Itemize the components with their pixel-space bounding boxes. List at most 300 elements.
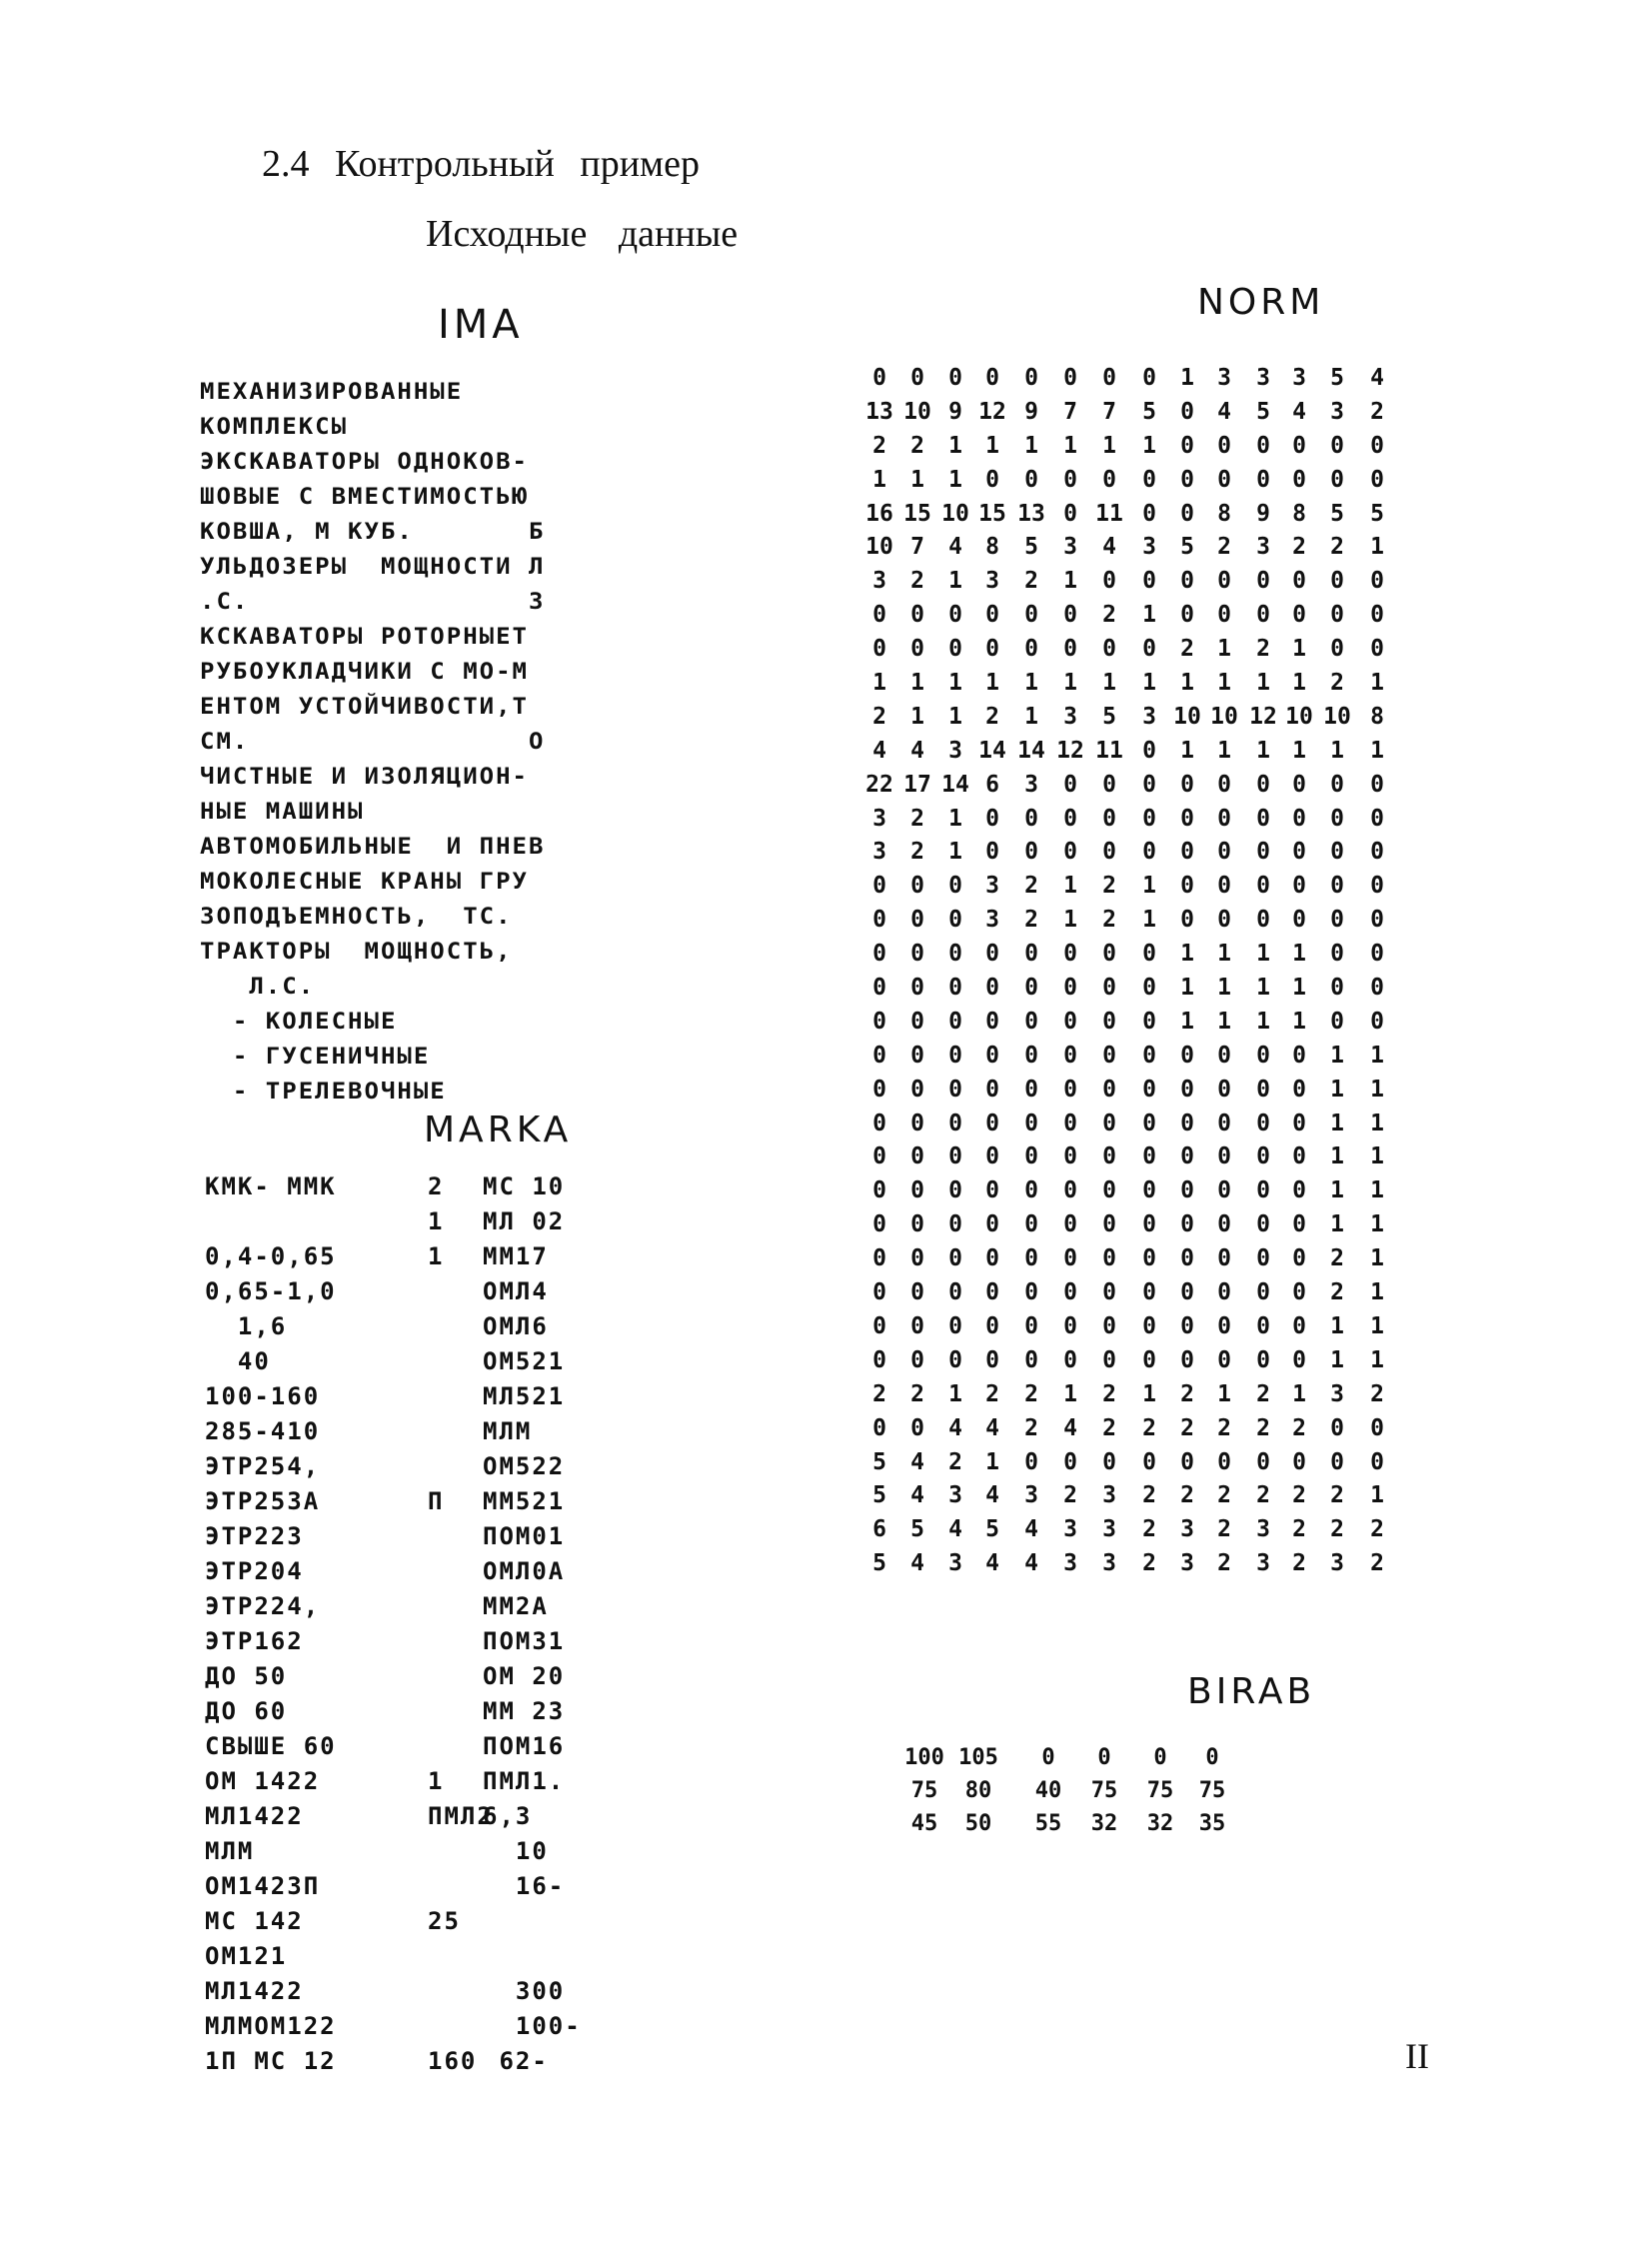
- marka-cell: ЭТР253А: [205, 1487, 321, 1515]
- marka-cell: МЛ 02: [483, 1207, 566, 1235]
- norm-cell: 2: [1292, 1482, 1306, 1509]
- norm-cell: 0: [1024, 1177, 1038, 1204]
- norm-row: [861, 870, 1421, 904]
- page-number: II: [1405, 2036, 1429, 2076]
- norm-row: [861, 1446, 1421, 1480]
- norm-cell: 0: [1180, 1143, 1194, 1170]
- ima-line: СМ. О: [200, 728, 546, 755]
- norm-cell: 0: [1256, 1245, 1270, 1272]
- norm-cell: 0: [1292, 1211, 1306, 1238]
- ima-line: КОМПЛЕКСЫ: [200, 413, 349, 440]
- norm-cell: 1: [948, 839, 962, 866]
- ima-line: - ТРЕЛЕВОЧНЫЕ: [200, 1078, 447, 1105]
- norm-cell: 2: [1063, 1482, 1077, 1509]
- norm-cell: 0: [1292, 1143, 1306, 1170]
- norm-cell: 0: [985, 1076, 999, 1103]
- norm-cell: 11: [1095, 500, 1123, 527]
- norm-cell: 8: [1370, 703, 1384, 730]
- norm-cell: 0: [948, 1143, 962, 1170]
- norm-cell: 0: [1024, 839, 1038, 866]
- norm-row: [861, 904, 1421, 938]
- norm-cell: 0: [948, 1008, 962, 1035]
- marka-cell: МЛМОМ122: [205, 2012, 337, 2040]
- norm-cell: 0: [1142, 1177, 1156, 1204]
- norm-cell: 10: [1323, 703, 1351, 730]
- norm-cell: 0: [910, 873, 924, 900]
- norm-cell: 0: [1217, 907, 1231, 934]
- norm-cell: 0: [1370, 839, 1384, 866]
- marka-cell: ОМ 20: [483, 1662, 566, 1690]
- norm-cell: 0: [1142, 1312, 1156, 1339]
- norm-cell: 0: [1292, 602, 1306, 629]
- marka-row: [205, 1204, 625, 1239]
- norm-cell: 0: [872, 1211, 886, 1238]
- norm-cell: 2: [1217, 1516, 1231, 1543]
- norm-cell: 1: [910, 466, 924, 493]
- norm-cell: 0: [1180, 1312, 1194, 1339]
- norm-cell: 2: [1102, 1380, 1116, 1407]
- norm-cell: 0: [1063, 1042, 1077, 1069]
- norm-cell: 0: [1330, 805, 1344, 832]
- norm-cell: 1: [1024, 670, 1038, 697]
- marka-cell: 25: [428, 1907, 461, 1935]
- marka-cell: ОМЛ0А: [483, 1557, 566, 1585]
- marka-cell: 1П МС 12: [205, 2047, 337, 2075]
- norm-cell: 0: [1256, 1211, 1270, 1238]
- norm-cell: 0: [1217, 568, 1231, 595]
- norm-cell: 2: [1142, 1414, 1156, 1441]
- norm-cell: 2: [910, 1380, 924, 1407]
- norm-cell: 2: [1142, 1482, 1156, 1509]
- norm-cell: 0: [1142, 1076, 1156, 1103]
- marka-row: [205, 1904, 625, 1939]
- marka-cell: ММ521: [483, 1487, 566, 1515]
- marka-cell: ОМ521: [483, 1347, 566, 1375]
- norm-cell: 0: [948, 941, 962, 968]
- norm-cell: 0: [1102, 1076, 1116, 1103]
- ima-line: УЛЬДОЗЕРЫ МОЩНОСТИ Л: [200, 553, 546, 580]
- norm-cell: 0: [1370, 636, 1384, 663]
- norm-cell: 5: [872, 1550, 886, 1577]
- norm-cell: 0: [1024, 1110, 1038, 1136]
- norm-cell: 0: [1102, 1245, 1116, 1272]
- marka-cell: ПОМ31: [483, 1627, 566, 1655]
- norm-row: [861, 633, 1421, 667]
- norm-cell: 0: [872, 1414, 886, 1441]
- ima-line: ЧИСТНЫЕ И ИЗОЛЯЦИОН-: [200, 763, 529, 790]
- norm-cell: 1: [1330, 1346, 1344, 1373]
- norm-cell: 1: [1217, 1380, 1231, 1407]
- norm-cell: 0: [1063, 805, 1077, 832]
- norm-cell: 4: [985, 1414, 999, 1441]
- norm-cell: 0: [872, 636, 886, 663]
- norm-cell: 0: [1142, 805, 1156, 832]
- norm-cell: 0: [1330, 636, 1344, 663]
- norm-cell: 0: [1180, 1211, 1194, 1238]
- norm-cell: 0: [1256, 466, 1270, 493]
- norm-cell: 0: [1063, 500, 1077, 527]
- marka-cell: ЭТР254,: [205, 1452, 321, 1480]
- norm-cell: 4: [1024, 1550, 1038, 1577]
- norm-cell: 0: [1330, 432, 1344, 459]
- norm-cell: 3: [985, 907, 999, 934]
- marka-cell: 100-: [483, 2012, 582, 2040]
- norm-cell: 0: [1370, 1448, 1384, 1475]
- norm-cell: 2: [1102, 907, 1116, 934]
- norm-cell: 1: [1217, 941, 1231, 968]
- norm-row: [861, 599, 1421, 633]
- norm-cell: 4: [1370, 365, 1384, 391]
- ima-line: ЕНТОМ УСТОЙЧИВОСТИ,Т: [200, 693, 529, 720]
- norm-cell: 0: [1102, 1042, 1116, 1069]
- norm-cell: 0: [1370, 975, 1384, 1002]
- ima-line: - КОЛЕСНЫЕ: [200, 1008, 398, 1035]
- norm-cell: 1: [872, 466, 886, 493]
- norm-cell: 2: [1217, 534, 1231, 561]
- norm-cell: 0: [1142, 1245, 1156, 1272]
- norm-cell: 0: [1142, 466, 1156, 493]
- norm-cell: 4: [985, 1550, 999, 1577]
- norm-cell: 0: [1330, 466, 1344, 493]
- norm-cell: 0: [1063, 1143, 1077, 1170]
- norm-cell: 2: [1292, 1414, 1306, 1441]
- marka-cell: 2: [428, 1172, 445, 1200]
- norm-cell: 4: [872, 737, 886, 764]
- norm-cell: 8: [985, 534, 999, 561]
- norm-cell: 0: [1180, 602, 1194, 629]
- marka-cell: МЛМ: [483, 1417, 533, 1445]
- norm-cell: 0: [1180, 466, 1194, 493]
- norm-cell: 3: [1330, 398, 1344, 425]
- marka-row: [205, 1624, 625, 1659]
- norm-cell: 1: [1370, 534, 1384, 561]
- norm-cell: 0: [1256, 1448, 1270, 1475]
- norm-cell: 1: [1180, 975, 1194, 1002]
- norm-cell: 0: [948, 975, 962, 1002]
- norm-cell: 3: [872, 805, 886, 832]
- marka-row: [205, 1519, 625, 1554]
- marka-row: [205, 1309, 625, 1344]
- norm-cell: 1: [1180, 365, 1194, 391]
- norm-cell: 4: [948, 534, 962, 561]
- norm-cell: 7: [1102, 398, 1116, 425]
- ima-line: АВТОМОБИЛЬНЫЕ И ПНЕВ: [200, 833, 546, 860]
- norm-cell: 1: [1063, 1380, 1077, 1407]
- norm-cell: 0: [1256, 1177, 1270, 1204]
- norm-cell: 1: [1370, 1143, 1384, 1170]
- norm-cell: 0: [1330, 907, 1344, 934]
- norm-cell: 0: [910, 636, 924, 663]
- marka-row: [205, 1379, 625, 1414]
- norm-cell: 0: [1217, 1346, 1231, 1373]
- marka-listing: [205, 1169, 625, 2079]
- norm-cell: 0: [1142, 500, 1156, 527]
- ima-line: Л.С.: [200, 973, 316, 1000]
- marka-cell: П: [428, 1487, 445, 1515]
- norm-cell: 5: [1102, 703, 1116, 730]
- birab-cell: 32: [1146, 1811, 1174, 1836]
- norm-cell: 1: [1142, 602, 1156, 629]
- norm-cell: 0: [1142, 1346, 1156, 1373]
- norm-cell: 0: [1217, 1211, 1231, 1238]
- norm-cell: 2: [872, 703, 886, 730]
- marka-cell: ОМ1423П: [205, 1872, 321, 1900]
- marka-cell: 16-: [483, 1872, 566, 1900]
- marka-cell: ДО 60: [205, 1697, 288, 1725]
- norm-row: [861, 938, 1421, 972]
- norm-cell: 3: [1142, 703, 1156, 730]
- norm-cell: 14: [978, 737, 1006, 764]
- norm-cell: 0: [1292, 1279, 1306, 1306]
- norm-cell: 3: [1102, 1516, 1116, 1543]
- norm-cell: 0: [1180, 805, 1194, 832]
- norm-cell: 0: [948, 1076, 962, 1103]
- norm-cell: 0: [1180, 500, 1194, 527]
- norm-cell: 4: [948, 1516, 962, 1543]
- norm-cell: 1: [1217, 670, 1231, 697]
- norm-cell: 1: [1370, 1279, 1384, 1306]
- norm-cell: 0: [1102, 568, 1116, 595]
- birab-cell: 0: [1205, 1745, 1219, 1770]
- norm-row: [861, 1378, 1421, 1412]
- norm-cell: 2: [1024, 1380, 1038, 1407]
- norm-cell: 8: [1217, 500, 1231, 527]
- norm-cell: 0: [1142, 636, 1156, 663]
- norm-cell: 0: [1330, 941, 1344, 968]
- ima-line: РУБОУКЛАДЧИКИ С МО-М: [200, 658, 529, 685]
- norm-cell: 0: [1180, 1346, 1194, 1373]
- birab-cell: 45: [910, 1811, 938, 1836]
- norm-cell: 0: [1142, 1448, 1156, 1475]
- norm-cell: 1: [1330, 1110, 1344, 1136]
- norm-cell: 2: [1102, 602, 1116, 629]
- norm-cell: 0: [1102, 1110, 1116, 1136]
- norm-cell: 0: [872, 1110, 886, 1136]
- norm-cell: 1: [1330, 1312, 1344, 1339]
- norm-cell: 3: [1024, 771, 1038, 798]
- norm-row: [861, 836, 1421, 870]
- norm-cell: 0: [1180, 1245, 1194, 1272]
- norm-cell: 1: [1370, 1177, 1384, 1204]
- norm-cell: 2: [1330, 534, 1344, 561]
- norm-cell: 2: [1024, 1414, 1038, 1441]
- norm-cell: 1: [1370, 737, 1384, 764]
- norm-cell: 1: [948, 1380, 962, 1407]
- norm-cell: 2: [1102, 873, 1116, 900]
- norm-cell: 0: [872, 1008, 886, 1035]
- norm-cell: 5: [1330, 365, 1344, 391]
- norm-row: [861, 565, 1421, 599]
- norm-cell: 1: [1330, 737, 1344, 764]
- norm-cell: 0: [985, 1042, 999, 1069]
- norm-cell: 0: [948, 636, 962, 663]
- norm-cell: 3: [1256, 365, 1270, 391]
- norm-row: [861, 1140, 1421, 1174]
- norm-cell: 1: [1256, 975, 1270, 1002]
- section-heading: 2.4 Контрольный пример: [262, 143, 700, 185]
- norm-row: [861, 1074, 1421, 1108]
- norm-cell: 0: [872, 975, 886, 1002]
- norm-cell: 5: [872, 1482, 886, 1509]
- norm-cell: 0: [1063, 1448, 1077, 1475]
- norm-cell: 3: [1102, 1482, 1116, 1509]
- norm-cell: 0: [1142, 1143, 1156, 1170]
- norm-cell: 0: [872, 1245, 886, 1272]
- norm-cell: 2: [1180, 1380, 1194, 1407]
- label-birab: BIRAB: [1187, 1671, 1316, 1712]
- marka-row: [205, 1274, 625, 1309]
- norm-cell: 0: [1142, 1279, 1156, 1306]
- ima-line: НЫЕ МАШИНЫ: [200, 798, 365, 825]
- norm-cell: 2: [1180, 1482, 1194, 1509]
- marka-cell: 0,4-0,65: [205, 1242, 337, 1270]
- norm-cell: 0: [1256, 1279, 1270, 1306]
- norm-cell: 0: [1024, 1448, 1038, 1475]
- norm-row: [861, 1108, 1421, 1141]
- norm-cell: 0: [1142, 771, 1156, 798]
- norm-cell: 0: [910, 365, 924, 391]
- norm-cell: 0: [910, 1245, 924, 1272]
- birab-cell: 80: [964, 1778, 992, 1803]
- norm-cell: 0: [1102, 839, 1116, 866]
- marka-cell: 1: [428, 1767, 445, 1795]
- norm-cell: 3: [1256, 534, 1270, 561]
- norm-cell: 1: [1102, 670, 1116, 697]
- norm-cell: 1: [1370, 1346, 1384, 1373]
- norm-cell: 2: [1180, 636, 1194, 663]
- marka-cell: 6,3: [483, 1802, 533, 1830]
- norm-cell: 3: [1063, 1550, 1077, 1577]
- norm-row: [861, 1040, 1421, 1074]
- norm-cell: 12: [1249, 703, 1277, 730]
- marka-cell: КМК- ММК: [205, 1172, 337, 1200]
- marka-cell: ОМЛ6: [483, 1312, 549, 1340]
- norm-cell: 1: [1142, 873, 1156, 900]
- norm-cell: 0: [1256, 1076, 1270, 1103]
- birab-cell: 75: [1198, 1778, 1226, 1803]
- norm-cell: 0: [910, 1312, 924, 1339]
- norm-cell: 0: [1292, 1177, 1306, 1204]
- norm-cell: 1: [1370, 1482, 1384, 1509]
- norm-cell: 2: [1256, 636, 1270, 663]
- ima-line: ШОВЫЕ С ВМЕСТИМОСТЬЮ: [200, 483, 529, 510]
- norm-cell: 0: [1180, 771, 1194, 798]
- norm-cell: 0: [1024, 365, 1038, 391]
- norm-cell: 0: [1024, 1211, 1038, 1238]
- norm-cell: 0: [1217, 1279, 1231, 1306]
- norm-cell: 0: [1102, 1143, 1116, 1170]
- norm-cell: 0: [1063, 1110, 1077, 1136]
- marka-cell: СВЫШЕ 60: [205, 1732, 337, 1760]
- norm-cell: 0: [910, 941, 924, 968]
- norm-cell: 0: [1370, 1008, 1384, 1035]
- norm-cell: 0: [1063, 365, 1077, 391]
- norm-cell: 10: [1210, 703, 1238, 730]
- norm-cell: 1: [1292, 636, 1306, 663]
- norm-cell: 0: [1370, 873, 1384, 900]
- norm-cell: 0: [1330, 1414, 1344, 1441]
- norm-row: [861, 735, 1421, 769]
- norm-cell: 0: [985, 1312, 999, 1339]
- norm-cell: 1: [948, 432, 962, 459]
- norm-cell: 0: [1102, 1008, 1116, 1035]
- norm-cell: 0: [1370, 771, 1384, 798]
- norm-cell: 15: [903, 500, 931, 527]
- norm-cell: 1: [1142, 907, 1156, 934]
- norm-cell: 0: [1217, 1177, 1231, 1204]
- norm-cell: 7: [910, 534, 924, 561]
- norm-cell: 0: [1102, 975, 1116, 1002]
- norm-cell: 0: [1292, 432, 1306, 459]
- norm-cell: 0: [1292, 839, 1306, 866]
- norm-cell: 2: [1180, 1414, 1194, 1441]
- norm-cell: 0: [1217, 1448, 1231, 1475]
- ima-line: ЗОПОДЪЕМНОСТЬ, ТС.: [200, 903, 513, 930]
- norm-cell: 2: [1142, 1516, 1156, 1543]
- norm-cell: 0: [910, 975, 924, 1002]
- marka-row: [205, 1414, 625, 1449]
- norm-row: [861, 498, 1421, 532]
- norm-cell: 0: [1217, 771, 1231, 798]
- norm-cell: 1: [1024, 432, 1038, 459]
- norm-cell: 0: [1102, 1177, 1116, 1204]
- norm-cell: 0: [948, 1312, 962, 1339]
- norm-cell: 0: [1370, 602, 1384, 629]
- norm-matrix: [861, 362, 1421, 1581]
- norm-cell: 3: [1256, 1516, 1270, 1543]
- norm-cell: 0: [1256, 873, 1270, 900]
- label-marka: MARKA: [424, 1110, 573, 1150]
- norm-cell: 0: [872, 1346, 886, 1373]
- norm-cell: 0: [1102, 365, 1116, 391]
- norm-cell: 0: [948, 1110, 962, 1136]
- norm-cell: 0: [1370, 466, 1384, 493]
- norm-cell: 0: [1102, 1279, 1116, 1306]
- norm-cell: 1: [948, 805, 962, 832]
- norm-row: [861, 1208, 1421, 1242]
- norm-cell: 0: [1142, 839, 1156, 866]
- norm-cell: 0: [985, 1245, 999, 1272]
- norm-cell: 0: [1330, 839, 1344, 866]
- norm-cell: 2: [872, 1380, 886, 1407]
- norm-cell: 1: [1063, 873, 1077, 900]
- norm-cell: 8: [1292, 500, 1306, 527]
- norm-cell: 14: [1017, 737, 1045, 764]
- birab-row: [899, 1807, 1239, 1840]
- norm-cell: 2: [872, 432, 886, 459]
- norm-cell: 3: [985, 568, 999, 595]
- norm-cell: 0: [1256, 1312, 1270, 1339]
- norm-cell: 2: [1330, 1482, 1344, 1509]
- norm-cell: 0: [948, 1279, 962, 1306]
- norm-cell: 1: [1256, 737, 1270, 764]
- norm-cell: 0: [910, 907, 924, 934]
- norm-cell: 1: [1256, 1008, 1270, 1035]
- norm-cell: 0: [948, 1346, 962, 1373]
- marka-cell: МЛ521: [483, 1382, 566, 1410]
- marka-cell: МЛ1422: [205, 1977, 304, 2005]
- norm-cell: 0: [1330, 602, 1344, 629]
- norm-cell: 0: [948, 907, 962, 934]
- norm-cell: 0: [1180, 432, 1194, 459]
- norm-cell: 0: [1370, 568, 1384, 595]
- norm-cell: 0: [1024, 1245, 1038, 1272]
- norm-cell: 5: [1180, 534, 1194, 561]
- norm-cell: 0: [1217, 873, 1231, 900]
- norm-cell: 0: [1292, 907, 1306, 934]
- norm-cell: 4: [985, 1482, 999, 1509]
- norm-cell: 1: [1024, 703, 1038, 730]
